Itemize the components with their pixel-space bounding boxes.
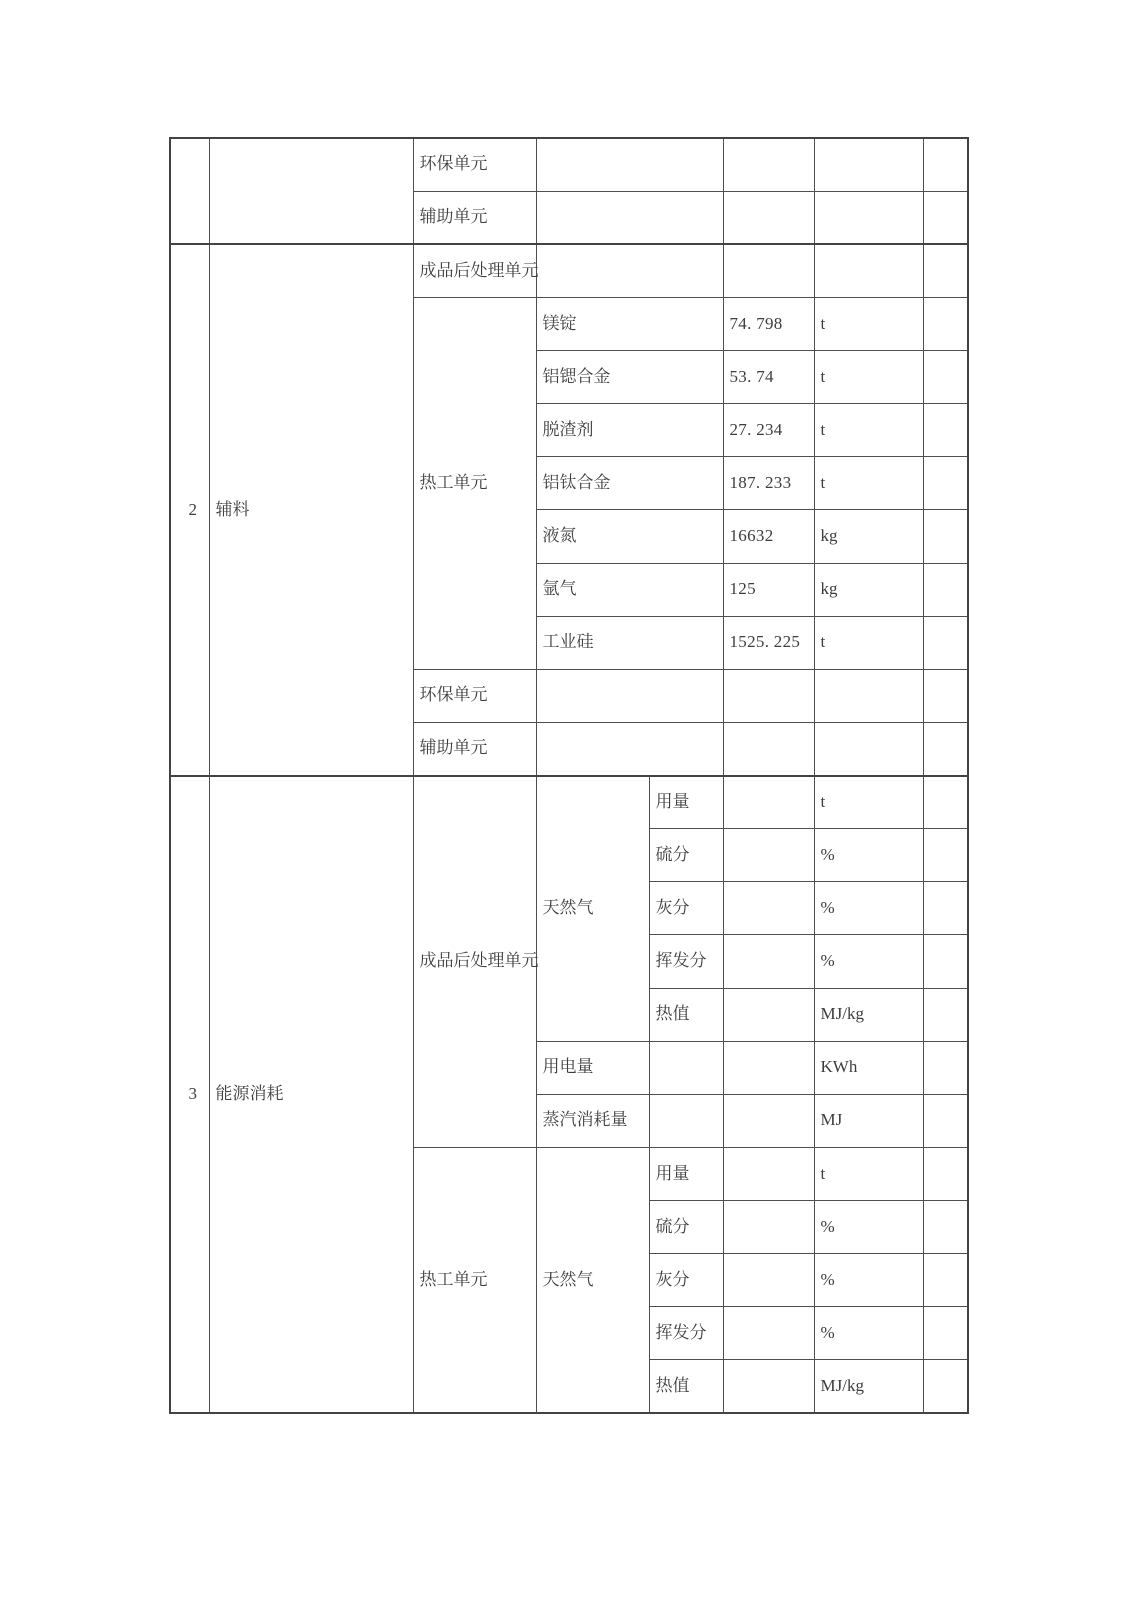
empty-end-cell <box>923 829 968 882</box>
empty-value-cell <box>723 191 814 244</box>
empty-value-cell <box>723 1360 814 1413</box>
empty-value-cell <box>723 1254 814 1307</box>
empty-end-cell <box>923 244 968 297</box>
gas-property-cell: 热值 <box>649 1360 723 1413</box>
empty-material-cell <box>536 244 723 297</box>
empty-material-cell <box>536 722 723 775</box>
material-value-cell: 53. 74 <box>723 351 814 404</box>
empty-value-cell <box>723 776 814 829</box>
empty-end-cell <box>923 138 968 191</box>
unit-cell-aux: 辅助单元 <box>413 191 536 244</box>
material-value-cell: 125 <box>723 563 814 616</box>
empty-end-cell <box>923 616 968 669</box>
consumption-table <box>169 137 969 1414</box>
empty-value-cell <box>723 988 814 1041</box>
empty-end-cell <box>923 935 968 988</box>
material-uom-cell: t <box>814 351 923 404</box>
empty-property-cell <box>649 1094 723 1147</box>
uom-cell: % <box>814 1201 923 1254</box>
material-name-cell: 工业硅 <box>536 616 723 669</box>
empty-end-cell <box>923 191 968 244</box>
row-index-cell: 3 <box>170 776 209 1414</box>
uom-cell: % <box>814 1307 923 1360</box>
empty-uom-cell <box>814 138 923 191</box>
empty-end-cell <box>923 1254 968 1307</box>
unit-cell-thermal: 热工单元 <box>413 297 536 669</box>
uom-cell: % <box>814 1254 923 1307</box>
empty-end-cell <box>923 457 968 510</box>
empty-end-cell <box>923 297 968 350</box>
gas-property-cell: 挥发分 <box>649 1307 723 1360</box>
empty-end-cell <box>923 1041 968 1094</box>
empty-uom-cell <box>814 669 923 722</box>
material-value-cell: 74. 798 <box>723 297 814 350</box>
energy-source-cell: 天然气 <box>536 776 649 1042</box>
material-name-cell: 脱渣剂 <box>536 404 723 457</box>
uom-cell: % <box>814 882 923 935</box>
material-uom-cell: t <box>814 297 923 350</box>
row-index-cell: 2 <box>170 244 209 775</box>
uom-cell: % <box>814 829 923 882</box>
empty-value-cell <box>723 138 814 191</box>
material-name-cell: 液氮 <box>536 510 723 563</box>
empty-uom-cell <box>814 191 923 244</box>
category-cell: 能源消耗 <box>209 776 413 1414</box>
gas-property-cell: 用量 <box>649 1147 723 1200</box>
unit-cell-env: 环保单元 <box>413 138 536 191</box>
material-uom-cell: t <box>814 616 923 669</box>
empty-value-cell <box>723 1147 814 1200</box>
category-cell: 辅料 <box>209 244 413 775</box>
empty-value-cell <box>723 244 814 297</box>
empty-value-cell <box>723 669 814 722</box>
uom-cell: MJ/kg <box>814 988 923 1041</box>
empty-end-cell <box>923 1147 968 1200</box>
table-row <box>170 244 968 297</box>
empty-value-cell <box>723 829 814 882</box>
empty-end-cell <box>923 1307 968 1360</box>
empty-end-cell <box>923 776 968 829</box>
uom-cell: % <box>814 935 923 988</box>
empty-end-cell <box>923 669 968 722</box>
gas-property-cell: 灰分 <box>649 1254 723 1307</box>
material-value-cell: 187. 233 <box>723 457 814 510</box>
uom-cell: MJ/kg <box>814 1360 923 1413</box>
material-uom-cell: kg <box>814 510 923 563</box>
empty-material-cell <box>536 191 723 244</box>
empty-uom-cell <box>814 244 923 297</box>
empty-end-cell <box>923 510 968 563</box>
uom-cell: t <box>814 776 923 829</box>
uom-cell: KWh <box>814 1041 923 1094</box>
empty-end-cell <box>923 988 968 1041</box>
material-value-cell: 27. 234 <box>723 404 814 457</box>
material-value-cell: 1525. 225 <box>723 616 814 669</box>
row-index-cell <box>170 138 209 244</box>
empty-value-cell <box>723 935 814 988</box>
empty-value-cell <box>723 722 814 775</box>
uom-cell: t <box>814 1147 923 1200</box>
empty-end-cell <box>923 404 968 457</box>
unit-cell-thermal: 热工单元 <box>413 1147 536 1413</box>
gas-property-cell: 热值 <box>649 988 723 1041</box>
empty-end-cell <box>923 1360 968 1413</box>
empty-end-cell <box>923 1201 968 1254</box>
gas-property-cell: 灰分 <box>649 882 723 935</box>
empty-material-cell <box>536 138 723 191</box>
energy-source-cell: 天然气 <box>536 1147 649 1413</box>
material-name-cell: 镁锭 <box>536 297 723 350</box>
material-name-cell: 铝锶合金 <box>536 351 723 404</box>
table-row <box>170 776 968 829</box>
uom-cell: MJ <box>814 1094 923 1147</box>
material-uom-cell: t <box>814 457 923 510</box>
empty-value-cell <box>723 1041 814 1094</box>
unit-cell-post-processing: 成品后处理单元 <box>413 776 536 1148</box>
table-row <box>170 138 968 191</box>
energy-source-cell: 蒸汽消耗量 <box>536 1094 649 1147</box>
empty-end-cell <box>923 722 968 775</box>
gas-property-cell: 用量 <box>649 776 723 829</box>
energy-source-cell: 用电量 <box>536 1041 649 1094</box>
material-name-cell: 铝钛合金 <box>536 457 723 510</box>
empty-value-cell <box>723 1094 814 1147</box>
gas-property-cell: 挥发分 <box>649 935 723 988</box>
empty-end-cell <box>923 563 968 616</box>
empty-value-cell <box>723 882 814 935</box>
empty-end-cell <box>923 882 968 935</box>
empty-value-cell <box>723 1201 814 1254</box>
empty-uom-cell <box>814 722 923 775</box>
material-uom-cell: kg <box>814 563 923 616</box>
empty-value-cell <box>723 1307 814 1360</box>
material-name-cell: 氩气 <box>536 563 723 616</box>
empty-end-cell <box>923 351 968 404</box>
empty-material-cell <box>536 669 723 722</box>
empty-end-cell <box>923 1094 968 1147</box>
unit-cell-post-processing: 成品后处理单元 <box>413 244 536 297</box>
unit-cell-env: 环保单元 <box>413 669 536 722</box>
category-cell <box>209 138 413 244</box>
unit-cell-aux: 辅助单元 <box>413 722 536 775</box>
gas-property-cell: 硫分 <box>649 829 723 882</box>
gas-property-cell: 硫分 <box>649 1201 723 1254</box>
material-value-cell: 16632 <box>723 510 814 563</box>
empty-property-cell <box>649 1041 723 1094</box>
material-uom-cell: t <box>814 404 923 457</box>
